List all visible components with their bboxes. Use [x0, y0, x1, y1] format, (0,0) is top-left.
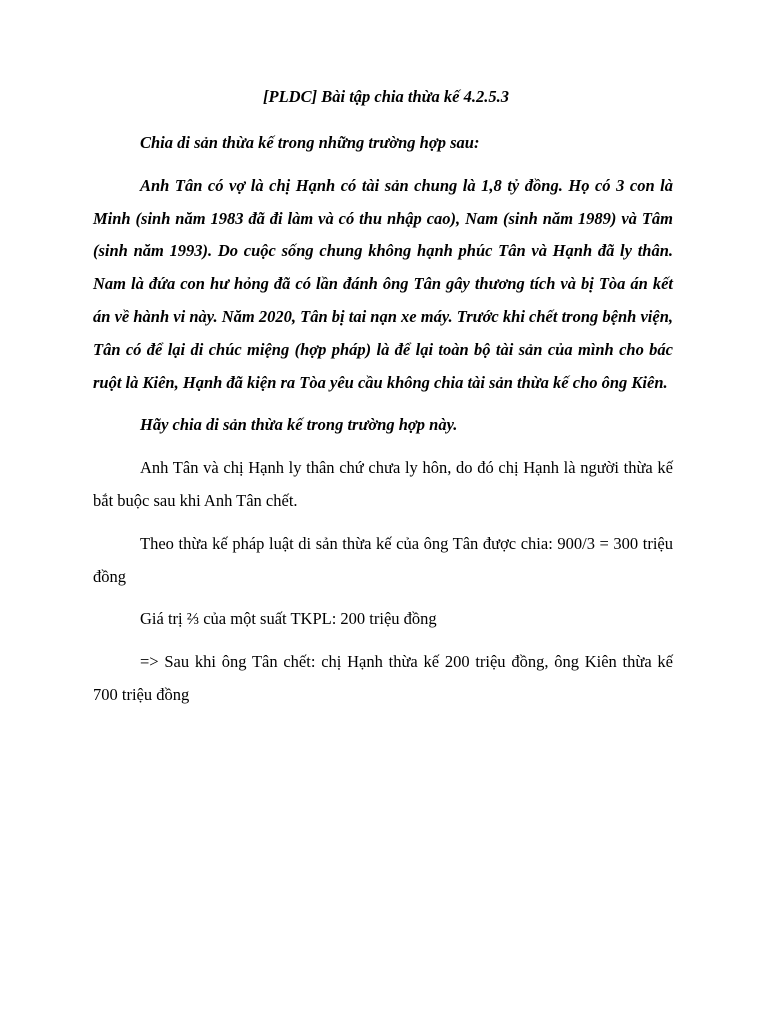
task-paragraph: Hãy chia di sản thừa kế trong trường hợp này. — [140, 415, 458, 435]
document-body — [93, 84, 673, 722]
answer-paragraph-4: => Sau khi ông Tân chết: chị Hạnh thừa kế 200 triệu đồng, ông Kiên thừa kế 700 triệu đồng — [93, 652, 673, 704]
document-title: [PLDC] Bài tập chia thừa kế 4.2.5.3 — [263, 87, 509, 106]
question-intro: Chia di sản thừa kế trong những trường hợp sau: — [140, 133, 480, 152]
answer-paragraph-2: Theo thừa kế pháp luật di sản thừa kế của ông Tân được chia: 900/3 = 300 triệu đồng — [93, 533, 673, 586]
answer-paragraph-3: Giá trị ⅔ của một suất TKPL: 200 triệu đồng — [140, 609, 437, 629]
answer-paragraph-1: Anh Tân và chị Hạnh ly thân chứ chưa ly hôn, do đó chị Hạnh là người thừa kế bắt buộc sau khi Anh Tân chết. — [93, 458, 673, 510]
scenario-paragraph: Anh Tân có vợ là chị Hạnh có tài sản chung là 1,8 tỷ đồng. Họ có 3 con là Minh (sinh năm 1983 đã đi làm và có thu nhập cao), Nam (sinh năm 1989) và Tâm (sinh năm 1993). Do cuộc sống chung không hạnh phúc Tân và Hạnh đã ly thân. Nam là đứa con hư hỏng đã có lần đánh ông Tân gây thương tích và bị Tòa án kết án về hành vi này. Năm 2020, Tân bị tai nạn xe máy. Trước khi chết trong bệnh viện, Tân có để lại di chúc miệng (hợp pháp) là để lại toàn bộ tài sản của mình cho bác ruột là Kiên, Hạnh đã kiện ra Tòa yêu cầu không chia tài sản thừa kế cho ông Kiên. — [93, 175, 673, 392]
